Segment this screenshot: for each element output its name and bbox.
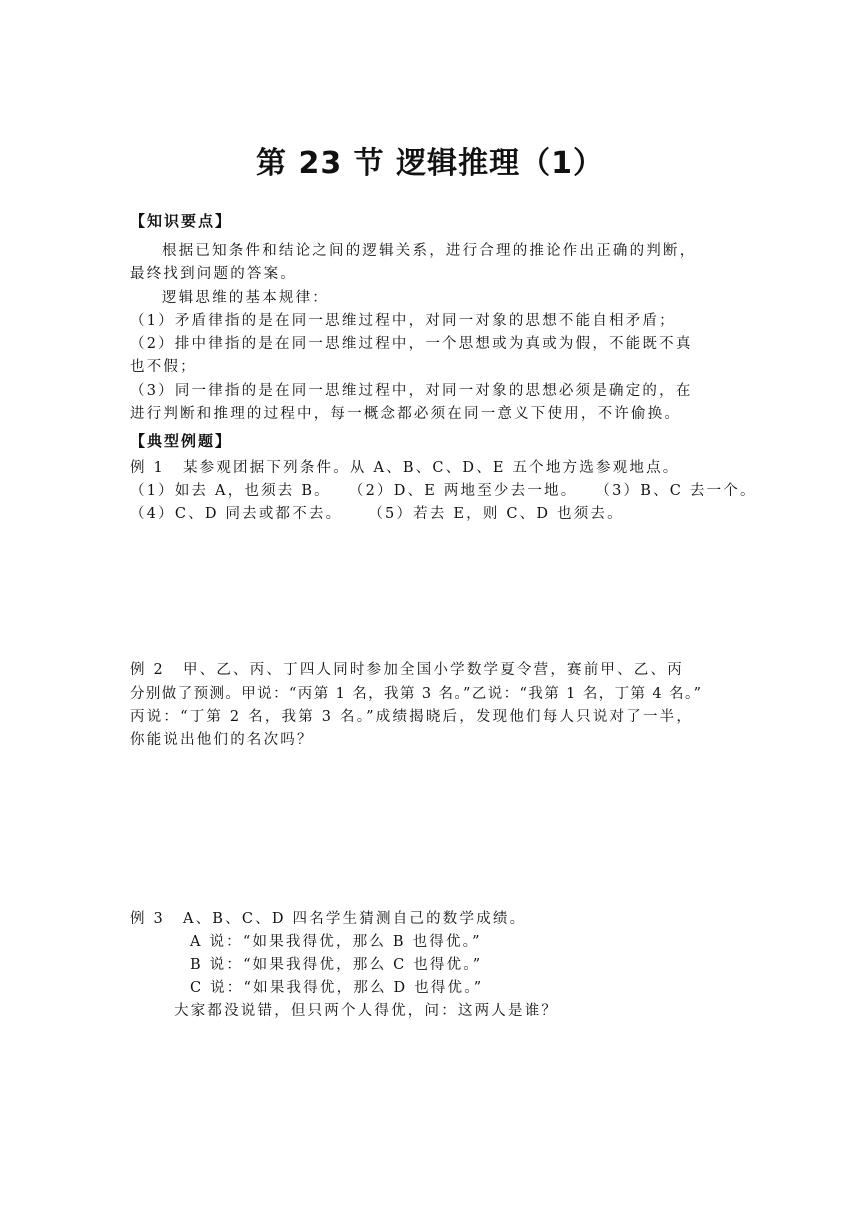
example1-text: 某参观团据下列条件。从 A、B、C、D、E 五个地方选参观地点。 [182, 460, 680, 476]
example1-condition: （3）B、C 去一个。 [595, 483, 757, 499]
example1-condition: （5）若去 E，则 C、D 也须去。 [368, 506, 624, 522]
rule-line: （3）同一律指的是在同一思维过程中，对同一对象的思想必须是确定的，在 [130, 383, 693, 399]
rule-line: 也不假； [130, 359, 197, 375]
example3-intro [130, 908, 730, 930]
rule-line: （1）矛盾律指的是在同一思维过程中，对同一对象的思想不能自相矛盾； [130, 313, 676, 329]
example3-text: A、B、C、D 四名学生猜测自己的数学成绩。 [182, 911, 527, 927]
example3-label: 例 3 [130, 911, 165, 927]
rule-line: 进行判断和推理的过程中，每一概念都必须在同一意义下使用，不许偷换。 [130, 406, 682, 422]
rule-line: （2）排中律指的是在同一思维过程中，一个思想或为真或为假，不能既不真 [130, 336, 693, 352]
example2-line: 你能说出他们的名次吗？ [130, 732, 314, 748]
example2-line [130, 659, 730, 681]
example1-conditions-row [130, 480, 757, 502]
example2-line: 分别做了预测。甲说：“丙第 1 名，我第 3 名。”乙说：“我第 1 名，丁第 4 名。” [130, 686, 703, 702]
rules-intro: 逻辑思维的基本规律： [162, 290, 329, 306]
examples-heading: 【典型例题】 [130, 432, 233, 450]
example1-condition: （1）如去 A，也须去 B。 [130, 483, 331, 499]
example1-condition: （2）D、E 两地至少去一地。 [348, 483, 578, 499]
page-title: 第 23 节 逻辑推理（1） [256, 146, 604, 181]
example3-statement: B 说：“如果我得优，那么 C 也得优。” [190, 957, 483, 973]
example3-question: 大家都没说错，但只两个人得优，问：这两人是谁？ [174, 1003, 559, 1019]
example2-label: 例 2 [130, 662, 165, 678]
example2-text: 甲、乙、丙、丁四人同时参加全国小学数学夏令营，赛前甲、乙、丙 [182, 662, 684, 678]
example1-intro [130, 457, 730, 479]
knowledge-paragraph-line: 根据已知条件和结论之间的逻辑关系，进行合理的推论作出正确的判断， [162, 243, 697, 259]
example1-conditions-row [130, 503, 730, 525]
example3-statement: A 说：“如果我得优，那么 B 也得优。” [190, 934, 482, 950]
example1-label: 例 1 [130, 460, 165, 476]
knowledge-heading: 【知识要点】 [130, 212, 233, 230]
example1-condition: （4）C、D 同去或都不去。 [130, 506, 343, 522]
example2-line: 丙说：“丁第 2 名，我第 3 名。”成绩揭晓后，发现他们每人只说对了一半， [130, 709, 694, 725]
example3-statement: C 说：“如果我得优，那么 D 也得优。” [190, 980, 484, 996]
knowledge-paragraph-line: 最终找到问题的答案。 [130, 266, 297, 282]
